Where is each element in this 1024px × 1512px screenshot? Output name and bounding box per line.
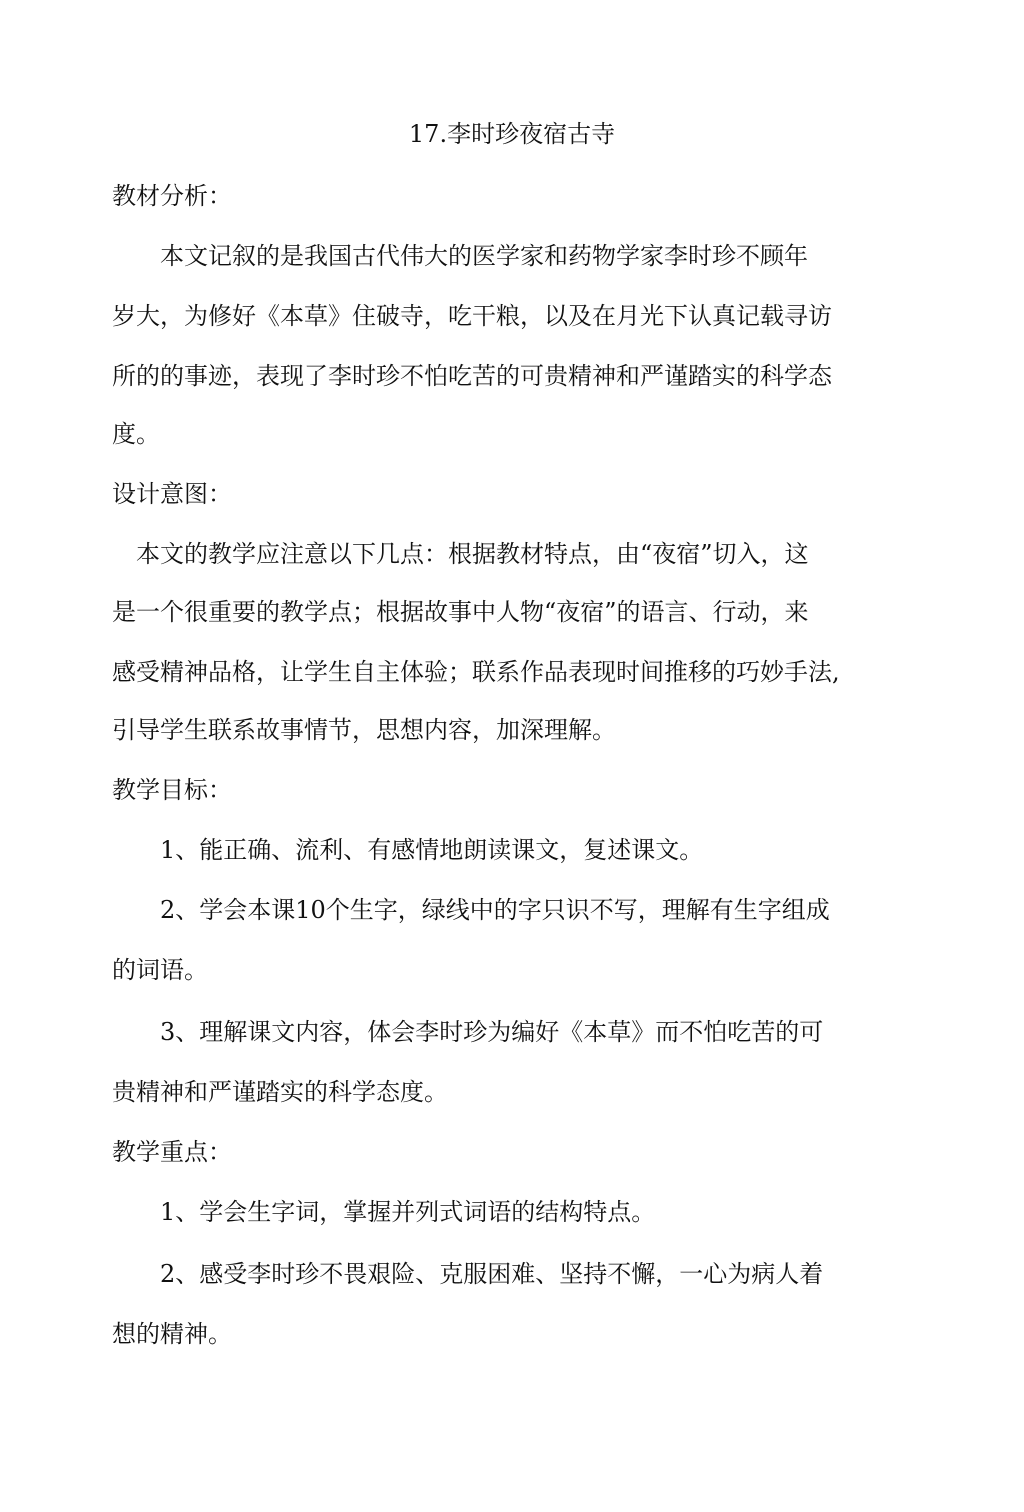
design-line: 感受精神品格，让学生自主体验；联系作品表现时间推移的巧妙手法,: [112, 658, 840, 686]
section-heading-design: 设计意图：: [112, 480, 232, 508]
section-heading-goals: 教学目标：: [112, 776, 232, 804]
section-heading-key-points: 教学重点：: [112, 1138, 232, 1166]
analysis-line: 岁大，为修好《本草》住破寺，吃干粮，以及在月光下认真记载寻访: [112, 302, 832, 330]
key-point-item: 想的精神。: [112, 1320, 232, 1348]
design-line: 本文的教学应注意以下几点：根据教材特点，由“夜宿”切入，这: [136, 540, 809, 568]
analysis-line: 本文记叙的是我国古代伟大的医学家和药物学家李时珍不顾年: [160, 242, 808, 270]
key-point-item: 1、学会生字词，掌握并列式词语的结构特点。: [160, 1198, 656, 1226]
analysis-line: 度。: [112, 420, 160, 448]
goal-item: 2、学会本课10个生字，绿线中的字只识不写，理解有生字组成: [160, 896, 830, 924]
document-title: 17.李时珍夜宿古寺: [408, 120, 616, 148]
analysis-line: 所的的事迹，表现了李时珍不怕吃苦的可贵精神和严谨踏实的科学态: [112, 362, 832, 390]
goal-item: 1、能正确、流利、有感情地朗读课文，复述课文。: [160, 836, 704, 864]
goal-item: 3、理解课文内容，体会李时珍为编好《本草》而不怕吃苦的可: [160, 1018, 824, 1046]
goal-item: 的词语。: [112, 956, 208, 984]
section-heading-analysis: 教材分析：: [112, 182, 232, 210]
key-point-item: 2、感受李时珍不畏艰险、克服困难、坚持不懈，一心为病人着: [160, 1260, 824, 1288]
design-line: 是一个很重要的教学点；根据故事中人物“夜宿”的语言、行动，来: [112, 598, 809, 626]
design-line: 引导学生联系故事情节，思想内容，加深理解。: [112, 716, 616, 744]
goal-item: 贵精神和严谨踏实的科学态度。: [112, 1078, 448, 1106]
